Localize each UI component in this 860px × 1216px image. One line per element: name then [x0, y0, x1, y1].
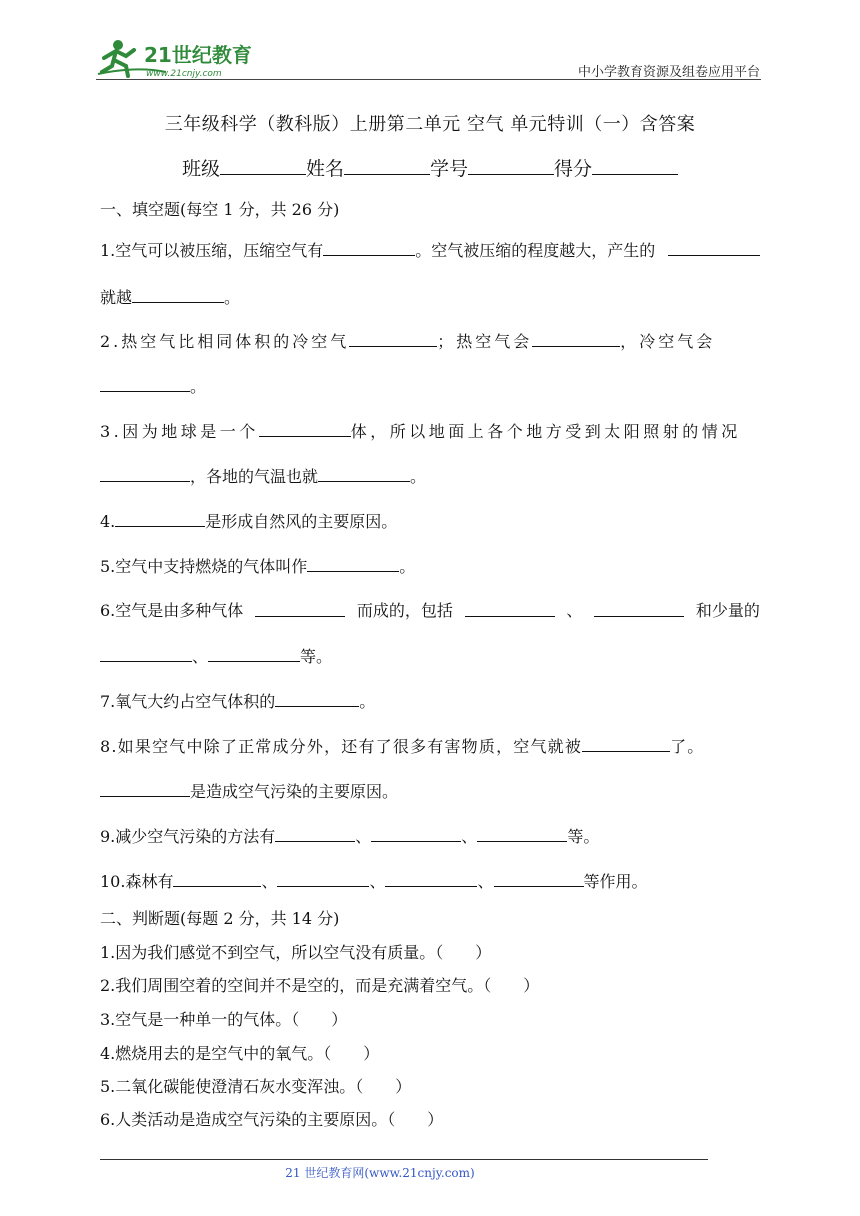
section1-heading: 一、填空题(每空 1 分，共 26 分) [100, 200, 340, 219]
q6-blank-3[interactable] [594, 598, 684, 617]
svg-text:www.21cnjy.com: www.21cnjy.com [146, 69, 222, 79]
q9-text: 9.减少空气污染的方法有 [100, 827, 276, 846]
q8-text-2: 是造成空气污染的主要原因。 [190, 782, 399, 801]
q10-end: 等作用。 [583, 872, 648, 891]
q3-end: 。 [410, 467, 427, 486]
site-logo [96, 36, 276, 80]
q1-blank-3[interactable] [132, 284, 224, 303]
q9-blank-1[interactable] [275, 823, 355, 842]
q7-text: 7.氧气大约占空气体积的 [100, 692, 276, 711]
id-label: 学号 [430, 158, 469, 180]
tf-item-5[interactable]: 5.二氧化碳能使澄清石灰水变浑浊。（ ） [100, 1077, 412, 1096]
footer-link[interactable]: 21 世纪教育网(www.21cnjy.com) [285, 1166, 475, 1180]
q9-end: 等。 [567, 827, 600, 846]
q1-line1 [100, 237, 760, 261]
q1-blank-2[interactable] [668, 237, 760, 256]
section2-heading: 二、判断题(每题 2 分，共 14 分) [100, 909, 340, 928]
q8-text-end: 了。 [670, 737, 705, 756]
tf-item-4[interactable]: 4.燃烧用去的是空气中的氧气。（ ） [100, 1044, 380, 1063]
q8-line2 [100, 778, 398, 802]
q9-sep-2: 、 [461, 827, 478, 846]
q3-text-mid: 体，所以地面上各个地方受到太阳照射的情况 [350, 422, 741, 441]
q4-text: 是形成自然风的主要原因。 [205, 512, 398, 531]
q2-end: 。 [190, 377, 207, 396]
header-divider [96, 79, 761, 80]
q6-line1 [100, 598, 760, 621]
q10-line [100, 868, 648, 892]
name-blank[interactable] [344, 156, 430, 175]
q9-sep-1: 、 [355, 827, 372, 846]
q5-text: 5.空气中支持燃烧的气体叫作 [100, 557, 308, 576]
q5-blank[interactable] [307, 553, 399, 572]
q4-num: 4. [100, 512, 116, 531]
q7-end: 。 [359, 692, 376, 711]
q10-blank-2[interactable] [277, 868, 369, 887]
q2-blank-2[interactable] [532, 328, 620, 347]
q10-sep-1: 、 [261, 872, 278, 891]
q2-line1 [100, 328, 715, 352]
q6-text-mid1: 而成的，包括 [356, 601, 453, 620]
q8-line1 [100, 733, 704, 757]
q10-sep-2: 、 [369, 872, 386, 891]
q10-blank-4[interactable] [494, 868, 584, 887]
q6-text: 6.空气是由多种气体 [100, 601, 244, 620]
class-label: 班级 [181, 158, 220, 180]
q3-text-2: ，各地的气温也就 [190, 467, 319, 486]
id-blank[interactable] [468, 156, 554, 175]
header-platform-text: 中小学教育资源及组卷应用平台 [577, 65, 760, 80]
q6-sep-2: 、 [192, 647, 209, 666]
q3-blank-1[interactable] [259, 418, 351, 437]
q9-blank-2[interactable] [371, 823, 461, 842]
q4-line [100, 508, 397, 532]
q2-blank-1[interactable] [349, 328, 437, 347]
q1-text-mid: 。空气被压缩的程度越大，产生的 [415, 241, 656, 260]
student-info-line [0, 154, 860, 181]
score-label: 得分 [554, 158, 593, 180]
q10-blank-3[interactable] [385, 868, 477, 887]
q9-blank-3[interactable] [477, 823, 567, 842]
q10-text: 10.森林有 [100, 872, 174, 891]
q2-blank-3[interactable] [100, 373, 190, 392]
q6-blank-2[interactable] [465, 598, 555, 617]
q7-blank[interactable] [275, 688, 359, 707]
q3-line1 [100, 418, 741, 442]
q8-blank-1[interactable] [582, 733, 670, 752]
q8-text: 8.如果空气中除了正常成分外，还有了很多有害物质，空气就被 [100, 737, 583, 756]
q6-blank-5[interactable] [208, 643, 300, 662]
q1-text: 1.空气可以被压缩，压缩空气有 [100, 241, 324, 260]
q3-blank-2[interactable] [100, 463, 190, 482]
footer-divider [100, 1159, 708, 1160]
q3-text: 3.因为地球是一个 [100, 422, 259, 441]
page-title: 三年级科学（教科版）上册第二单元 空气 单元特训（一）含答案 [164, 114, 696, 135]
q6-text-end: 和少量的 [695, 601, 760, 620]
q2-text: 2.热空气比相同体积的冷空气 [100, 332, 350, 351]
q6-blank-1[interactable] [255, 598, 345, 617]
tf-item-3[interactable]: 3.空气是一种单一的气体。（ ） [100, 1010, 348, 1029]
svg-text:21世纪教育: 21世纪教育 [144, 43, 252, 67]
q4-blank[interactable] [115, 508, 205, 527]
runner-logo-icon [96, 36, 276, 80]
q6-blank-4[interactable] [100, 643, 192, 662]
q2-text-mid2: ，冷空气会 [620, 332, 716, 351]
q1-end: 。 [224, 288, 241, 307]
tf-item-1[interactable]: 1.因为我们感觉不到空气，所以空气没有质量。（ ） [100, 943, 492, 962]
q3-blank-3[interactable] [318, 463, 410, 482]
q8-blank-2[interactable] [100, 778, 190, 797]
class-blank[interactable] [220, 156, 306, 175]
q10-sep-3: 、 [477, 872, 494, 891]
q2-text-mid1: ；热空气会 [437, 332, 533, 351]
score-blank[interactable] [592, 156, 678, 175]
tf-item-2[interactable]: 2.我们周围空着的空间并不是空的，而是充满着空气。（ ） [100, 976, 540, 995]
q1-text-2: 就越 [100, 288, 133, 307]
q1-line2 [100, 284, 240, 308]
q5-line [100, 553, 415, 577]
tf-item-6[interactable]: 6.人类活动是造成空气污染的主要原因。（ ） [100, 1110, 444, 1129]
q7-line [100, 688, 375, 712]
q6-line2 [100, 643, 332, 667]
q9-line [100, 823, 599, 847]
q6-end: 等。 [300, 647, 333, 666]
q6-sep: 、 [566, 601, 583, 620]
q10-blank-1[interactable] [173, 868, 261, 887]
q2-line2 [100, 373, 206, 397]
q1-blank-1[interactable] [323, 237, 415, 256]
q3-line2 [100, 463, 426, 487]
q5-end: 。 [399, 557, 416, 576]
name-label: 姓名 [305, 158, 344, 180]
